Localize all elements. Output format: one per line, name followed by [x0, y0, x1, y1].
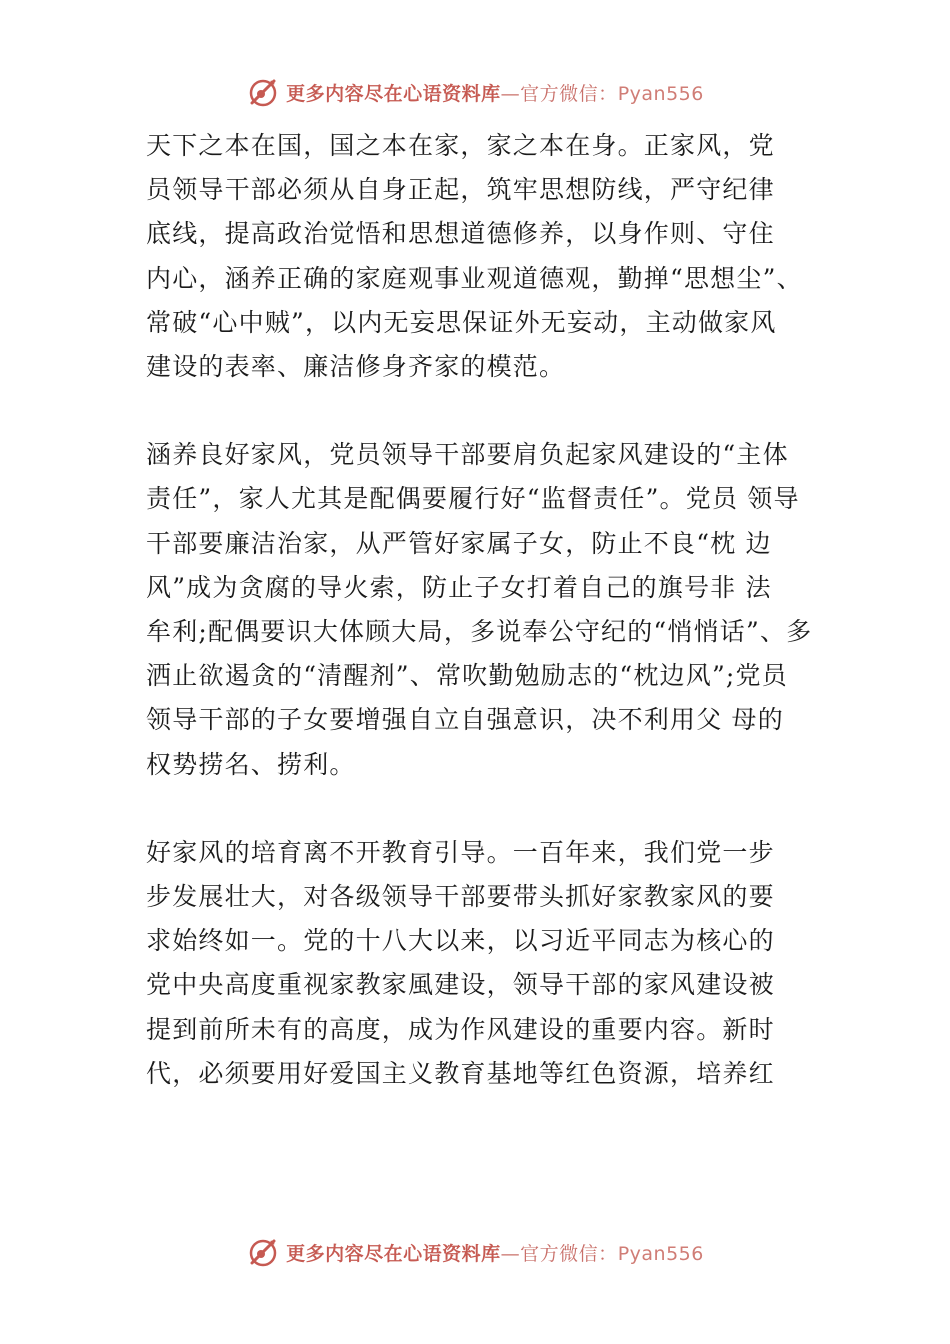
header-label: 官方微信：: [520, 82, 618, 105]
sword-circle-logo-icon: [246, 1235, 280, 1269]
footer-text: [286, 1239, 704, 1266]
header-text: [286, 79, 704, 106]
paragraph-3: 好家风的培育离不开教育引导。一百年来，我们党一步 步发展壮大，对各级领导干部要带头抓好家教家风的要 求始终如一。党的十八大以来，以习近平同志为核心的 党中央高度重视家教家風建设，领导干部的家风建设被 提到前所未有的高度，成为作风建设的重要内容。新时 代，必须要用好爱国主义教育基地等红色资源，培养红: [146, 837, 775, 1088]
sword-circle-logo-icon: [246, 75, 280, 109]
header-dash: —: [500, 82, 521, 105]
header-account: Pyan556: [617, 82, 704, 105]
header-brand: 更多内容尽在心语资料库: [286, 82, 501, 105]
footer-brand: 更多内容尽在心语资料库: [286, 1242, 501, 1265]
header-banner: [0, 72, 950, 112]
paragraph-1: 天下之本在国，国之本在家，家之本在身。正家风，党 员领导干部必须从自身正起，筑牢思想防线，严守纪律 底线，提高政治觉悟和思想道德修养，以身作则、守住 内心，涵养正确的家庭观事业观道德观，勤掸“思想尘”、 常破“心中贼”，以内无妄思保证外无妄动，主动做家风 建设的表率、廉洁修身齐家的模范。: [146, 131, 803, 382]
footer-label: 官方微信：: [520, 1242, 618, 1265]
footer-account: Pyan556: [617, 1242, 704, 1265]
document-body: [146, 124, 846, 1096]
paragraph-2: 涵养良好家风，党员领导干部要肩负起家风建设的“主体 责任”，家人尤其是配偶要履行好“监督责任”。党员 领导 干部要廉洁治家，从严管好家属子女，防止不良“枕 边 风”成为贪腐的导火索，防止子女打着自己的旗号非 法 牟利;配偶要识大体顾大局，多说奉公守纪的“悄悄话”、多 洒止欲遏贪的“清醒剂”、常吹勤勉励志的“枕边风”;党员 领导干部的子女要增强自立自强意识，决不利用父 母的 权势捞名、捞利。: [146, 440, 813, 779]
footer-banner: [0, 1232, 950, 1272]
footer-dash: —: [500, 1242, 521, 1265]
